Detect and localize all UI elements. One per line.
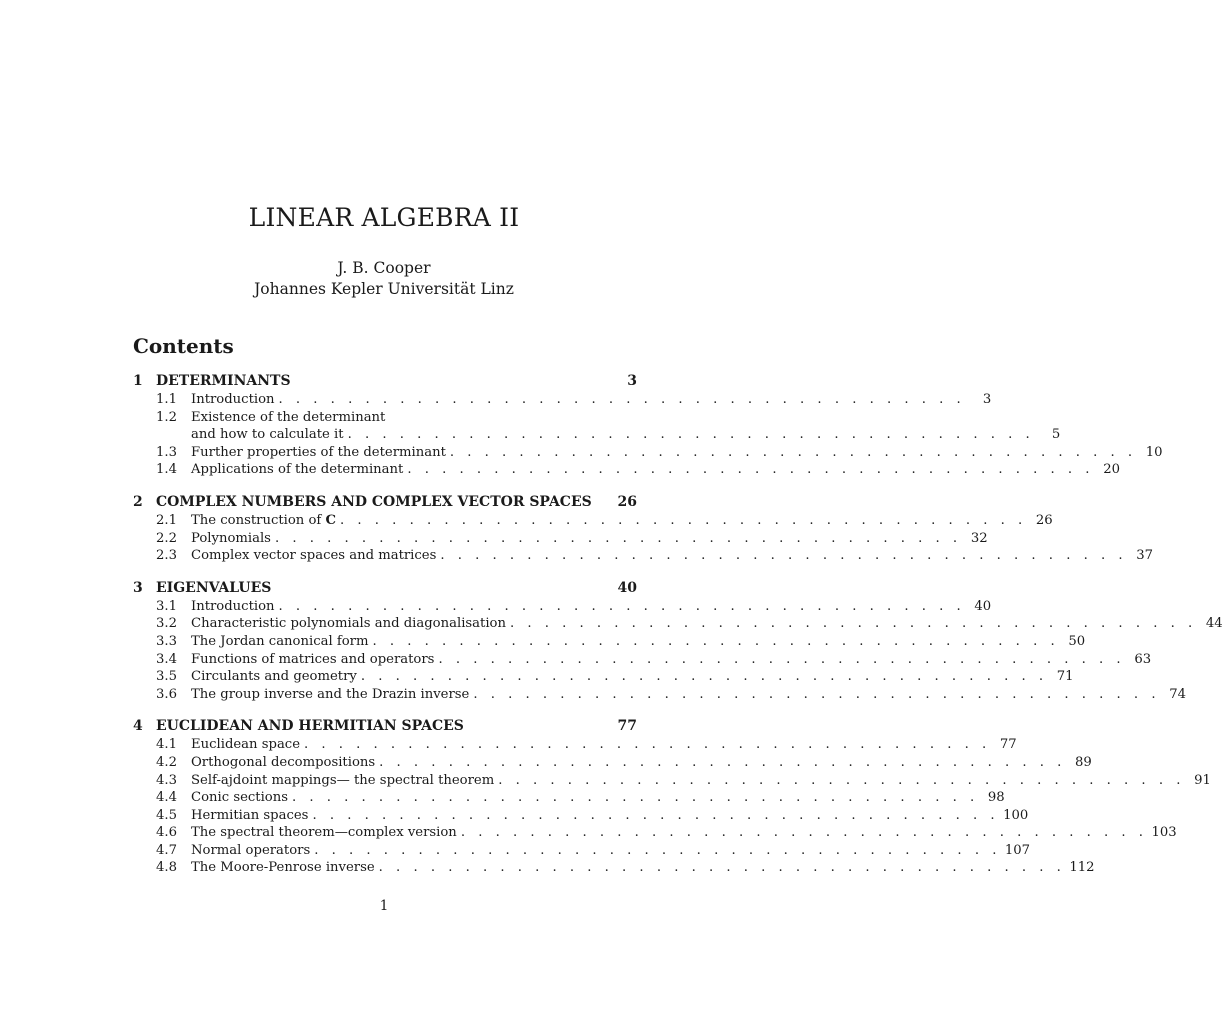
leader-dots: . . . . . . . . . . . . . . . . . . . . . . . . . . . . . . . . . . . . . . . . — [498, 772, 1185, 788]
chapter-gap — [133, 565, 637, 579]
section-number: 4.1 — [156, 737, 177, 753]
section-number: 3.1 — [156, 598, 177, 614]
section-page: 40 — [974, 598, 992, 614]
section-number: 4.4 — [156, 790, 177, 806]
section-title: Characteristic polynomials and diagonalisation — [191, 616, 506, 632]
section-title: The spectral theorem—complex version — [191, 825, 457, 841]
section-number: 4.8 — [156, 860, 177, 876]
chapter-page: 3 — [627, 373, 637, 389]
chapter-number: 2 — [133, 493, 143, 510]
section-page: 71 — [1056, 669, 1074, 685]
leader-dots: . . . . . . . . . . . . . . . . . . . . . . . . . . . . . . . . . . . . . . . . — [360, 669, 1048, 685]
section-title: The construction of C — [191, 512, 337, 528]
toc-section[interactable] — [133, 391, 992, 409]
section-title: Complex vector spaces and matrices — [191, 548, 437, 564]
leader-dots: . . . . . . . . . . . . . . . . . . . . . . . . . . . . . . . . . . . . . . . . — [347, 427, 1035, 443]
leader-dots: . . . . . . . . . . . . . . . . . . . . . . . . . . . . . . . . . . . . . . . . — [274, 530, 962, 546]
section-title: Normal operators — [191, 842, 311, 858]
chapter-gap — [133, 703, 637, 717]
section-title: Applications of the determinant — [191, 462, 404, 478]
section-number: 2.3 — [156, 548, 177, 564]
author-block — [0, 258, 768, 300]
chapter-number: 3 — [133, 579, 143, 596]
toc-section[interactable] — [133, 824, 1177, 842]
toc-section[interactable] — [133, 651, 1152, 669]
leader-dots: . . . . . . . . . . . . . . . . . . . . . . . . . . . . . . . . . . . . . . . . — [314, 842, 1001, 858]
leader-dots: . . . . . . . . . . . . . . . . . . . . . . . . . . . . . . . . . . . . . . . . — [340, 512, 1027, 528]
section-page: 74 — [1169, 686, 1187, 702]
section-page: 3 — [982, 392, 992, 407]
chapter-number: 4 — [133, 718, 143, 735]
section-title: Further properties of the determinant — [191, 444, 446, 460]
section-page: 63 — [1134, 651, 1152, 667]
section-title: The Jordan canonical form — [191, 633, 369, 649]
author-affiliation: Johannes Kepler Universität Linz — [254, 280, 514, 298]
section-page: 107 — [1004, 842, 1031, 858]
leader-dots: . . . . . . . . . . . . . . . . . . . . . . . . . . . . . . . . . . . . . . . . — [278, 392, 966, 407]
leader-dots: . . . . . . . . . . . . . . . . . . . . . . . . . . . . . . . . . . . . . . . . — [304, 737, 991, 753]
toc-section[interactable] — [133, 547, 1154, 565]
toc-section[interactable] — [133, 615, 1223, 633]
leader-dots: . . . . . . . . . . . . . . . . . . . . . . . . . . . . . . . . . . . . . . . . — [407, 462, 1094, 478]
chapter-gap — [133, 479, 637, 493]
leader-dots: . . . . . . . . . . . . . . . . . . . . . . . . . . . . . . . . . . . . . . . . — [449, 444, 1137, 460]
section-page: 103 — [1151, 825, 1177, 841]
section-page: 37 — [1136, 548, 1154, 564]
toc-chapter[interactable] — [133, 372, 637, 391]
leader-dots: . . . . . . . . . . . . . . . . . . . . . . . . . . . . . . . . . . . . . . . . — [438, 651, 1126, 667]
toc-section[interactable] — [133, 789, 1005, 807]
section-number: 3.4 — [156, 651, 177, 667]
section-title: The Moore-Penrose inverse — [191, 860, 375, 876]
toc-section[interactable] — [133, 598, 992, 616]
leader-dots: . . . . . . . . . . . . . . . . . . . . . . . . . . . . . . . . . . . . . . . . — [372, 633, 1060, 649]
section-number: 1.1 — [156, 392, 177, 407]
section-title: Functions of matrices and operators — [191, 651, 435, 667]
section-page: 89 — [1075, 754, 1092, 770]
leader-dots: . . . . . . . . . . . . . . . . . . . . . . . . . . . . . . . . . . . . . . . . — [278, 598, 966, 614]
toc-section[interactable] — [133, 461, 1120, 479]
toc-chapter[interactable] — [133, 717, 637, 736]
toc-section[interactable] — [133, 633, 1086, 651]
section-title-bold: C — [325, 512, 337, 528]
section-page: 112 — [1069, 860, 1095, 876]
section-page: 10 — [1145, 444, 1163, 460]
section-title: Existence of the determinant — [191, 409, 386, 425]
toc-chapter[interactable] — [133, 579, 637, 598]
leader-dots: . . . . . . . . . . . . . . . . . . . . . . . . . . . . . . . . . . . . . . . . — [460, 825, 1148, 841]
chapter-title: EIGENVALUES — [156, 579, 272, 596]
section-title: Introduction — [191, 598, 275, 614]
section-number: 3.5 — [156, 669, 177, 685]
section-number: 2.2 — [156, 530, 177, 546]
section-number: 2.1 — [156, 512, 177, 528]
section-page: 77 — [999, 737, 1017, 753]
section-page: 26 — [1035, 512, 1053, 528]
section-title: Polynomials — [191, 530, 271, 546]
section-number: 4.7 — [156, 842, 177, 858]
toc-chapter[interactable] — [133, 493, 637, 512]
section-page: 44 — [1205, 616, 1223, 632]
toc-section[interactable] — [133, 842, 1031, 860]
page-number: 1 — [379, 898, 389, 914]
toc-section[interactable] — [133, 754, 1092, 772]
section-page: 32 — [970, 530, 988, 546]
chapter-page: 40 — [617, 579, 637, 596]
section-number: 4.3 — [156, 772, 177, 788]
chapter-page: 26 — [617, 493, 637, 510]
section-number: 1.4 — [156, 462, 177, 478]
leader-dots: . . . . . . . . . . . . . . . . . . . . . . . . . . . . . . . . . . . . . . . . — [292, 790, 979, 806]
toc-section[interactable] — [133, 512, 1053, 530]
toc-section[interactable] — [133, 736, 1017, 754]
section-title-continuation: and how to calculate it — [191, 427, 344, 443]
toc-section[interactable] — [133, 772, 1211, 790]
section-title: Introduction — [191, 392, 275, 407]
leader-dots: . . . . . . . . . . . . . . . . . . . . . . . . . . . . . . . . . . . . . . . . — [312, 807, 1000, 823]
section-title: Euclidean space — [191, 737, 300, 753]
chapter-title: EUCLIDEAN AND HERMITIAN SPACES — [156, 718, 464, 735]
section-title: Self-ajdoint mappings— the spectral theorem — [191, 772, 495, 788]
section-number: 1.3 — [156, 444, 177, 460]
section-page: 50 — [1068, 633, 1086, 649]
section-title: The group inverse and the Drazin inverse — [191, 686, 470, 702]
chapter-title: COMPLEX NUMBERS AND COMPLEX VECTOR SPACES — [156, 493, 592, 510]
section-number: 3.2 — [156, 616, 177, 632]
chapter-number: 1 — [133, 373, 143, 389]
toc-section[interactable] — [133, 859, 1095, 877]
section-page: 20 — [1103, 462, 1120, 478]
toc-section[interactable] — [133, 807, 1029, 825]
section-title: Hermitian spaces — [191, 807, 309, 823]
leader-dots: . . . . . . . . . . . . . . . . . . . . . . . . . . . . . . . . . . . . . . . . — [379, 754, 1066, 770]
section-page: 100 — [1003, 807, 1029, 823]
section-page: 91 — [1194, 772, 1211, 788]
leader-dots: . . . . . . . . . . . . . . . . . . . . . . . . . . . . . . . . . . . . . . . . — [473, 686, 1161, 702]
chapter-page: 77 — [617, 718, 637, 735]
section-number: 1.2 — [156, 409, 177, 425]
contents-heading: Contents — [133, 334, 234, 358]
section-number: 4.5 — [156, 807, 177, 823]
table-of-contents — [133, 372, 1223, 877]
section-title: Orthogonal decompositions — [191, 754, 376, 770]
section-number: 3.3 — [156, 633, 177, 649]
toc-section[interactable] — [133, 530, 988, 548]
toc-section[interactable] — [133, 409, 637, 427]
section-title: Circulants and geometry — [191, 669, 357, 685]
toc-section[interactable] — [133, 444, 1163, 462]
section-page: 5 — [1051, 427, 1061, 443]
author-name: J. B. Cooper — [337, 259, 431, 277]
leader-dots: . . . . . . . . . . . . . . . . . . . . . . . . . . . . . . . . . . . . . . . . — [378, 860, 1066, 876]
chapter-title: DETERMINANTS — [156, 373, 291, 389]
toc-section-continuation[interactable] — [133, 426, 1061, 444]
section-number: 4.6 — [156, 825, 177, 841]
leader-dots: . . . . . . . . . . . . . . . . . . . . . . . . . . . . . . . . . . . . . . . . — [510, 616, 1197, 632]
toc-section[interactable] — [133, 668, 1074, 686]
toc-section[interactable] — [133, 686, 1187, 704]
section-page: 98 — [987, 790, 1005, 806]
section-title: Conic sections — [191, 790, 288, 806]
leader-dots: . . . . . . . . . . . . . . . . . . . . . . . . . . . . . . . . . . . . . . . . — [440, 548, 1128, 564]
section-number: 3.6 — [156, 686, 177, 702]
section-number: 4.2 — [156, 754, 177, 770]
document-title: LINEAR ALGEBRA II — [248, 203, 520, 232]
